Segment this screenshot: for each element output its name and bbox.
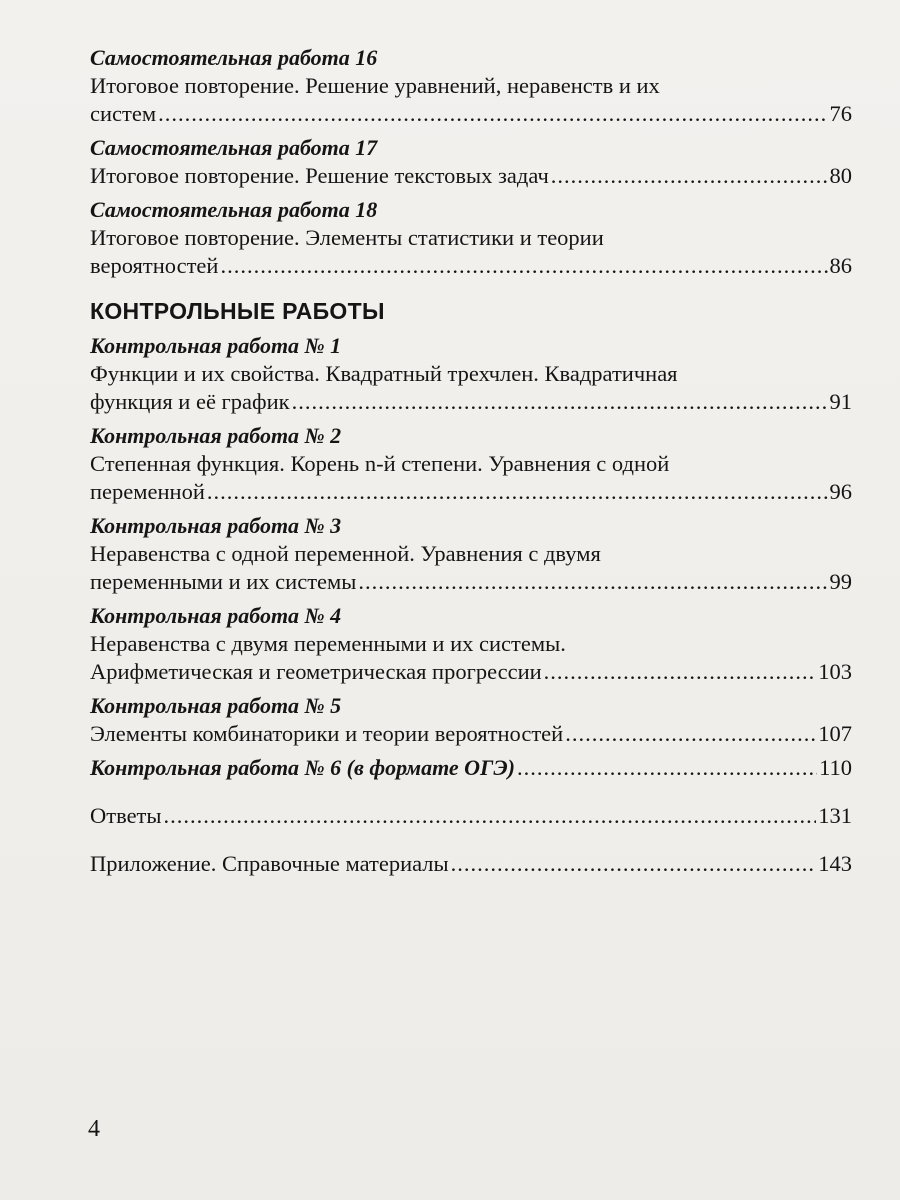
entry-heading: Контрольная работа № 6 (в формате ОГЭ) (90, 755, 515, 780)
toc-entry-control-3 (90, 512, 852, 596)
page-ref: 86 (829, 253, 852, 278)
page-ref: 131 (818, 803, 852, 828)
table-of-contents (90, 44, 852, 884)
dot-leader (292, 388, 828, 416)
toc-entry-control-1 (90, 332, 852, 416)
entry-heading: Контрольная работа № 1 (90, 333, 342, 358)
entry-title-line: Приложение. Справочные материалы (90, 851, 449, 876)
page-ref: 80 (829, 163, 852, 188)
page-ref: 91 (829, 389, 852, 414)
page-ref: 107 (818, 721, 852, 746)
dot-leader (565, 720, 816, 748)
entry-title-line: функция и её график (90, 389, 290, 414)
toc-entry-answers (90, 802, 852, 830)
dot-leader (451, 850, 817, 878)
dot-leader (358, 568, 827, 596)
entry-last-line (90, 850, 852, 878)
entry-title-line: систем (90, 101, 157, 126)
entry-last-line (90, 568, 852, 596)
dot-leader (207, 478, 828, 506)
entry-last-line (90, 478, 852, 506)
entry-last-line (90, 100, 852, 128)
dot-leader (158, 100, 827, 128)
entry-title-line: Неравенства с двумя переменными и их системы. (90, 631, 566, 656)
toc-entry-independent-16 (90, 44, 852, 128)
page-ref: 96 (829, 479, 852, 504)
entry-last-line (90, 162, 852, 190)
entry-last-line (90, 658, 852, 686)
toc-entry-independent-17 (90, 134, 852, 190)
page-ref: 110 (819, 755, 852, 780)
entry-title-line: переменными и их системы (90, 569, 357, 594)
dot-leader (164, 802, 817, 830)
entry-title-line: Неравенства с одной переменной. Уравнения с двумя (90, 541, 601, 566)
entry-title-line: Элементы комбинаторики и теории вероятностей (90, 721, 564, 746)
entry-title-line: Функции и их свойства. Квадратный трехчлен. Квадратичная (90, 361, 678, 386)
entry-last-line (90, 252, 852, 280)
entry-heading: Контрольная работа № 2 (90, 423, 342, 448)
entry-title-line: Арифметическая и геометрическая прогрессии (90, 659, 542, 684)
entry-title-line: Степенная функция. Корень n-й степени. Уравнения с одной (90, 451, 670, 476)
entry-title-line: Итоговое повторение. Элементы статистики и теории (90, 225, 604, 250)
entry-heading: Контрольная работа № 5 (90, 693, 342, 718)
dot-leader (544, 658, 817, 686)
entry-title-line: Итоговое повторение. Решение уравнений, неравенств и их (90, 73, 660, 98)
entry-heading: Контрольная работа № 4 (90, 603, 342, 628)
entry-heading: Контрольная работа № 3 (90, 513, 342, 538)
dot-leader (220, 252, 827, 280)
toc-entry-control-2 (90, 422, 852, 506)
toc-entry-independent-18 (90, 196, 852, 280)
page-ref: 76 (829, 101, 852, 126)
section-title-control-works: КОНТРОЛЬНЫЕ РАБОТЫ (90, 298, 385, 324)
entry-title-line: Ответы (90, 803, 162, 828)
entry-heading: Самостоятельная работа 16 (90, 45, 378, 70)
entry-heading: Самостоятельная работа 17 (90, 135, 378, 160)
dot-leader (551, 162, 828, 190)
toc-entry-control-5 (90, 692, 852, 748)
entry-title-line: переменной (90, 479, 205, 504)
page-number: 4 (88, 1116, 100, 1142)
entry-last-line (90, 720, 852, 748)
dot-leader (517, 754, 817, 782)
page-ref: 143 (818, 851, 852, 876)
entry-heading: Самостоятельная работа 18 (90, 197, 378, 222)
toc-entry-appendix (90, 850, 852, 878)
entry-title-line: вероятностей (90, 253, 219, 278)
toc-entry-control-6 (90, 754, 852, 782)
entry-last-line (90, 802, 852, 830)
page-ref: 99 (829, 569, 852, 594)
entry-last-line (90, 754, 852, 782)
entry-last-line (90, 388, 852, 416)
toc-entry-control-4 (90, 602, 852, 686)
page-ref: 103 (818, 659, 852, 684)
entry-title-line: Итоговое повторение. Решение текстовых задач (90, 163, 549, 188)
